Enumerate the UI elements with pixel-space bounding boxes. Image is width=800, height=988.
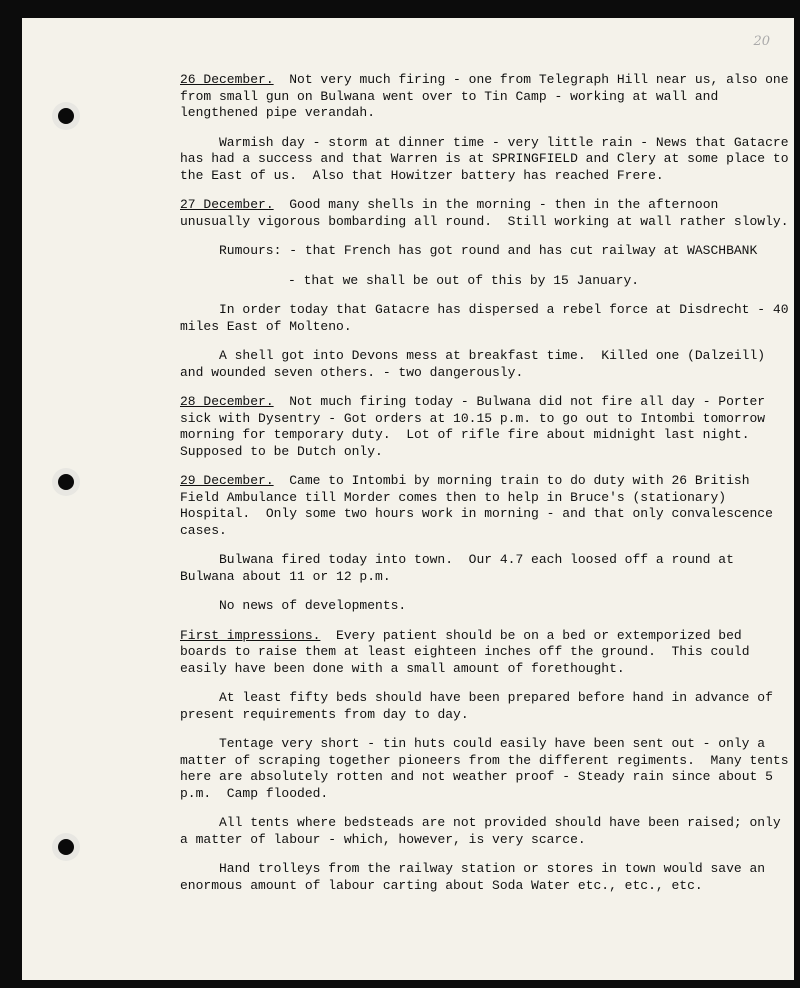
punch-hole	[52, 833, 80, 861]
punch-hole	[52, 102, 80, 130]
entry-heading: 26 December.	[180, 72, 274, 87]
entry-26-december	[180, 72, 797, 122]
entry-heading: 28 December.	[180, 394, 274, 409]
typed-text	[180, 72, 797, 907]
entry-text: Came to Intombi by morning train to do duty with 26 British Field Ambulance till Morder comes then to help in Bruce's (stationary) Hospital. Only some two hours work in morning - and that only convalescence cases.	[180, 473, 781, 538]
paragraph: Bulwana fired today into town. Our 4.7 each loosed off a round at Bulwana about 11 or 12 p.m.	[180, 552, 742, 584]
entry-text: Every patient should be on a bed or extemporized bed boards to raise them at least eighteen inches off the ground. This could easily have been done with a small amount of forethought.	[180, 627, 758, 676]
entry-heading: First impressions.	[180, 627, 321, 643]
entry-27-december	[180, 197, 790, 230]
punch-hole	[52, 468, 80, 496]
entry-text: Not very much firing - one from Telegraph Hill near us, also one from small gun on Bulwana went over to Tin Camp - working at wall and lengthened pipe verandah.	[180, 72, 797, 120]
paragraph: All tents where bedsteads are not provided should have been raised; only a matter of labour - which, however, is very scarce.	[180, 815, 789, 847]
paragraph: No news of developments.	[219, 598, 407, 613]
paragraph: Hand trolleys from the railway station or stores in town would save an enormous amount of labour carting about Soda Water etc., etc., etc.	[180, 861, 773, 893]
entry-heading: 29 December.	[180, 473, 274, 488]
page-number: 20	[753, 34, 770, 49]
entry-text: Not much firing today - Bulwana did not fire all day - Porter sick with Dysentry - Got orders at 10.15 p.m. to go out to Intombi tomorrow morning for temporary duty. Lot of rifle fire about midnight last night. Supposed to be Dutch only.	[180, 394, 773, 459]
paragraph: In order today that Gatacre has dispersed a rebel force at Disdrecht - 40 miles East of Molteno.	[180, 302, 797, 334]
entry-heading: 27 December.	[180, 197, 274, 212]
document-page	[22, 18, 797, 980]
paragraph: - that we shall be out of this by 15 January.	[288, 272, 640, 288]
paragraph: Rumours: - that French has got round and has cut railway at WASCHBANK	[219, 243, 758, 258]
entry-29-december	[180, 473, 790, 539]
paragraph: A shell got into Devons mess at breakfast time. Killed one (Dalzeill) and wounded seven others. - two dangerously.	[180, 348, 773, 380]
entry-28-december	[180, 394, 790, 460]
paragraph: Tentage very short - tin huts could easily have been sent out - only a matter of scraping together pioneers from the different regiments. Many tents here are absolutely rotten and not weather proof - Steady rain since about 5 p.m. Camp flooded.	[180, 736, 797, 801]
entry-text: Good many shells in the morning - then in the afternoon unusually vigorous bombarding all round. Still working at wall rather slowly.	[180, 197, 789, 229]
paragraph: At least fifty beds should have been prepared before hand in advance of present requirements from day to day.	[180, 690, 781, 722]
paragraph: Warmish day - storm at dinner time - very little rain - News that Gatacre has had a success and that Warren is at SPRINGFIELD and Clery at some place to the East of us. Also that Howitzer battery has reached Frere.	[180, 134, 797, 183]
entry-first-impressions	[180, 628, 790, 678]
